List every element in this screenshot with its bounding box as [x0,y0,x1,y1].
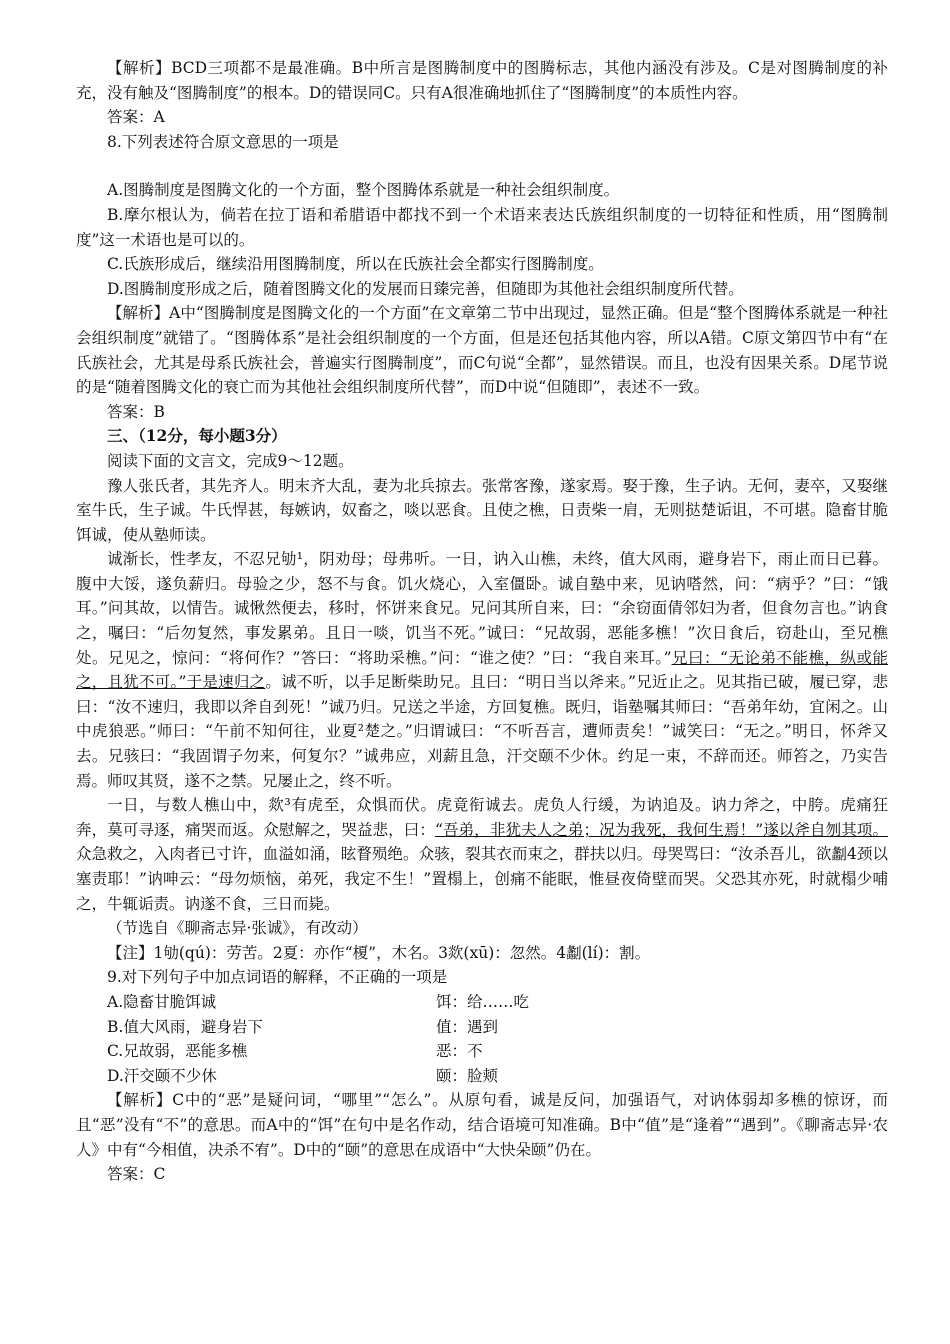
document-page [76,56,888,1187]
q8-option-d: D.图腾制度形成之后，随着图腾文化的发展而日臻完善，但随即为其他社会组织制度所代替。 [107,279,744,298]
section-3-heading: 三、（12分，每小题3分） [107,426,287,446]
underlined-sentence-2: “吾弟，非犹夫人之弟；况为我死，我何生焉！”遂以斧自刎其项。 [435,820,888,839]
passage-paragraph-1: 豫人张氏者，其先齐人。明末齐大乱，妻为北兵掠去。张常客豫，遂家焉。娶于豫，生子讷。无何，妻卒，又娶继室牛氏，生子诚。牛氏悍甚，每嫉讷，奴畜之，啖以恶食。且使之樵，日责柴一肩，无则挞楚诟诅，不可堪。隐畜甘脆饵诚，使从塾师读。 [76,476,888,544]
q8-option-a: A.图腾制度是图腾文化的一个方面，整个图腾体系就是一种社会组织制度。 [107,181,620,200]
analysis-q8: 【解析】A中“图腾制度是图腾文化的一个方面”在文章第二节中出现过，显然正确。但是“整个图腾体系就是一种社会组织制度”就错了。“图腾体系”是社会组织制度的一个方面，但是还包括其他内容，所以A错。C原文第四节中有“在氏族社会，尤其是母系氏族社会，普遍实行图腾制度”，而C句说“全都”，显然错误。而且，也没有因果关系。D尾节说的是“随着图腾文化的衰亡而为其他社会组织制度所代替”，而D中说“但随即”，表述不一致。 [76,304,888,397]
q9-option-c: C.兄故弱，恶能多樵 恶：不 [107,1042,483,1061]
q8-option-c: C.氏族形成后，继续沿用图腾制度，所以在氏族社会全都实行图腾制度。 [107,255,604,274]
answer-q7: 答案：A [107,108,165,127]
question-8: 8.下列表述符合原文意思的一项是 [107,132,339,151]
answer-q9: 答案：C [107,1165,166,1184]
reading-instruction: 阅读下面的文言文，完成9～12题。 [107,451,354,470]
q8-option-b: B.摩尔根认为，倘若在拉丁语和希腊语中都找不到一个术语来表达氏族组织制度的一切特征和性质，用“图腾制度”这一术语也是可以的。 [76,205,888,249]
passage-source: （节选自《聊斋志异·张诚》，有改动） [107,919,368,938]
passage-paragraph-2: 诚渐长，性孝友，不忍兄劬¹，阴劝母；母弗听。一日，讷入山樵，未终，值大风雨，避身岩下，雨止而日已暮。腹中大馁，遂负薪归。母验之少，怒不与食。饥火烧心，入室僵卧。诚自塾中来，见讷嗒然，问：“病乎？”曰：“饿耳。”问其故，以情告。诚愀然便去，移时，怀饼来食兄。兄问其所自来，曰：“余窃面倩邻妇为者，但食勿言也。”讷食之，嘱曰：“后勿复然，事发累弟。且日一啖，饥当不死。”诚曰：“兄故弱，恶能多樵！”次日食后，窃赴山，至兄樵处。兄见之，惊问：“将何作？”答曰：“将助采樵。”问：“谁之使？”曰：“我自来耳。”兄曰：“无论弟不能樵，纵或能之，且犹不可。”于是速归之。诚不听，以手足断柴助兄。且曰：“明日当以斧来。”兄近止之。见其指已破，履已穿，悲曰：“汝不速归，我即以斧自刭死！”诚乃归。兄送之半途，方回复樵。既归，诣塾嘱其师曰：“吾弟年幼，宜闲之。山中虎狼恶。”师曰：“午前不知何往，业夏²楚之。”归谓诚曰：“不听吾言，遭师责矣！”诚笑曰：“无之。”明日，怀斧又去。兄骇曰：“我固谓子勿来，何复尔？”诚弗应，刈薪且急，汗交颐不少休。约足一束，不辞而还。师笞之，乃实告焉。师叹其贤，遂不之禁。兄屡止之，终不听。 [76,550,888,790]
underlined-sentence-1: 兄曰：“无论弟不能樵，纵或能之，且犹不可。”于是速归之 [76,648,888,692]
analysis-q7: 【解析】BCD三项都不是最准确。B中所言是图腾制度中的图腾标志，其他内涵没有涉及。C是对图腾制度的补充，没有触及“图腾制度”的根本。D的错误同C。只有A很准确地抓住了“图腾制度”的本质性内容。 [76,59,888,102]
answer-q8: 答案：B [107,402,165,421]
question-9: 9.对下列句子中加点词语的解释，不正确的一项是 [107,968,448,987]
q9-option-a: A.隐畜甘脆饵诚 饵：给……吃 [107,992,530,1011]
passage-paragraph-3: 一日，与数人樵山中，欻³有虎至，众惧而伏。虎竟衔诚去。虎负人行缓，为讷追及。讷力斧之，中胯。虎痛狂奔，莫可寻逐，痛哭而返。众慰解之，哭益悲，曰：“吾弟，非犹夫人之弟；况为我死，我何生焉！”遂以斧自刎其项。众急救之，入肉者已寸许，血溢如涌，眩瞀殒绝。众骇，裂其衣而束之，群扶以归。母哭骂曰：“汝杀吾儿，欲劙4颈以塞责耶！”讷呻云：“母勿烦恼，弟死，我定不生！”置榻上，创痛不能眠，惟昼夜倚壁而哭。父恐其亦死，时就榻少哺之，牛辄诟责。讷遂不食，三日而毙。 [76,796,888,913]
annotations: 【注】1劬(qú)：劳苦。2夏：亦作“榎”，木名。3欻(xū)：忽然。4劙(lí)：割。 [107,943,651,962]
analysis-q9: 【解析】C中的“恶”是疑问词，“哪里”“怎么”。从原句看，诚是反问，加强语气，对讷体弱却多樵的惊讶，而且“恶”没有“不”的意思。而A中的“饵”在句中是名作动，结合语境可知准确。B中“值”是“逢着”“遇到”。《聊斋志异·农人》中有“今相值，决杀不宥”。D中的“颐”的意思在成语中“大快朵颐”仍在。 [76,1091,888,1159]
q9-option-b: B.值大风雨，避身岩下 值：遇到 [107,1017,499,1036]
q9-option-d: D.汗交颐不少休 颐：脸颊 [107,1066,499,1085]
